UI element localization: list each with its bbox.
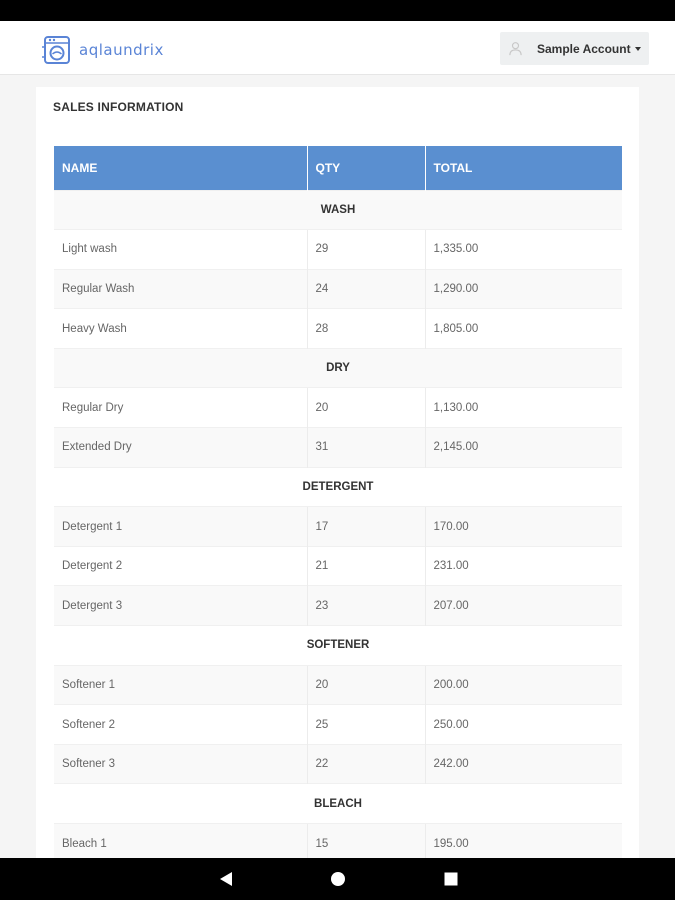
category-label: BLEACH — [54, 784, 622, 824]
cell-qty: 17 — [307, 507, 425, 547]
cell-total: 2,145.00 — [425, 428, 622, 468]
table-row[interactable] — [54, 309, 622, 349]
cell-name: Heavy Wash — [54, 309, 307, 349]
home-circle-icon[interactable] — [330, 871, 346, 887]
table-row[interactable] — [54, 586, 622, 626]
sales-table — [54, 146, 622, 858]
category-row — [54, 190, 622, 230]
table-row[interactable] — [54, 230, 622, 270]
washing-machine-icon — [42, 35, 72, 65]
table-body — [54, 190, 622, 858]
table-row[interactable] — [54, 546, 622, 586]
cell-qty: 20 — [307, 388, 425, 428]
category-row — [54, 348, 622, 388]
category-row — [54, 784, 622, 824]
cell-name: Regular Dry — [54, 388, 307, 428]
cell-qty: 24 — [307, 269, 425, 309]
cell-qty: 21 — [307, 546, 425, 586]
cell-total: 195.00 — [425, 824, 622, 859]
cell-name: Extended Dry — [54, 428, 307, 468]
cell-total: 200.00 — [425, 665, 622, 705]
cell-qty: 31 — [307, 428, 425, 468]
cell-total: 207.00 — [425, 586, 622, 626]
cell-name: Bleach 1 — [54, 824, 307, 859]
category-label: DRY — [54, 348, 622, 388]
android-nav-bar — [0, 858, 675, 900]
column-header-total: TOTAL — [425, 146, 622, 190]
category-label: WASH — [54, 190, 622, 230]
user-icon — [508, 41, 523, 56]
cell-name: Softener 2 — [54, 705, 307, 745]
table-row[interactable] — [54, 269, 622, 309]
account-dropdown[interactable] — [500, 32, 649, 65]
category-row — [54, 467, 622, 507]
recents-square-icon[interactable] — [443, 871, 459, 887]
cell-name: Detergent 1 — [54, 507, 307, 547]
cell-total: 1,805.00 — [425, 309, 622, 349]
table-row[interactable] — [54, 507, 622, 547]
table-row[interactable] — [54, 705, 622, 745]
cell-name: Detergent 2 — [54, 546, 307, 586]
cell-total: 231.00 — [425, 546, 622, 586]
table-row[interactable] — [54, 388, 622, 428]
page-title: SALES INFORMATION — [53, 100, 184, 114]
status-bar — [0, 0, 675, 21]
cell-total: 242.00 — [425, 744, 622, 784]
chevron-down-icon — [635, 47, 641, 51]
cell-name: Softener 3 — [54, 744, 307, 784]
cell-qty: 15 — [307, 824, 425, 859]
sales-panel — [36, 87, 639, 858]
cell-qty: 29 — [307, 230, 425, 270]
app-header — [0, 21, 675, 75]
column-header-qty: QTY — [307, 146, 425, 190]
sales-table-container — [54, 146, 622, 858]
cell-total: 1,130.00 — [425, 388, 622, 428]
cell-qty: 20 — [307, 665, 425, 705]
table-header-row — [54, 146, 622, 190]
cell-name: Regular Wash — [54, 269, 307, 309]
table-row[interactable] — [54, 824, 622, 859]
table-row[interactable] — [54, 744, 622, 784]
category-label: DETERGENT — [54, 467, 622, 507]
column-header-name: NAME — [54, 146, 307, 190]
cell-qty: 23 — [307, 586, 425, 626]
cell-name: Detergent 3 — [54, 586, 307, 626]
cell-qty: 25 — [307, 705, 425, 745]
table-row[interactable] — [54, 428, 622, 468]
cell-name: Light wash — [54, 230, 307, 270]
cell-total: 1,335.00 — [425, 230, 622, 270]
cell-total: 170.00 — [425, 507, 622, 547]
account-label: Sample Account — [537, 41, 631, 56]
cell-name: Softener 1 — [54, 665, 307, 705]
cell-qty: 28 — [307, 309, 425, 349]
cell-total: 1,290.00 — [425, 269, 622, 309]
cell-qty: 22 — [307, 744, 425, 784]
app-logo[interactable] — [42, 35, 164, 65]
cell-total: 250.00 — [425, 705, 622, 745]
category-row — [54, 626, 622, 666]
back-triangle-icon[interactable] — [218, 871, 234, 887]
category-label: SOFTENER — [54, 626, 622, 666]
logo-text: aqlaundrix — [79, 41, 164, 59]
table-row[interactable] — [54, 665, 622, 705]
